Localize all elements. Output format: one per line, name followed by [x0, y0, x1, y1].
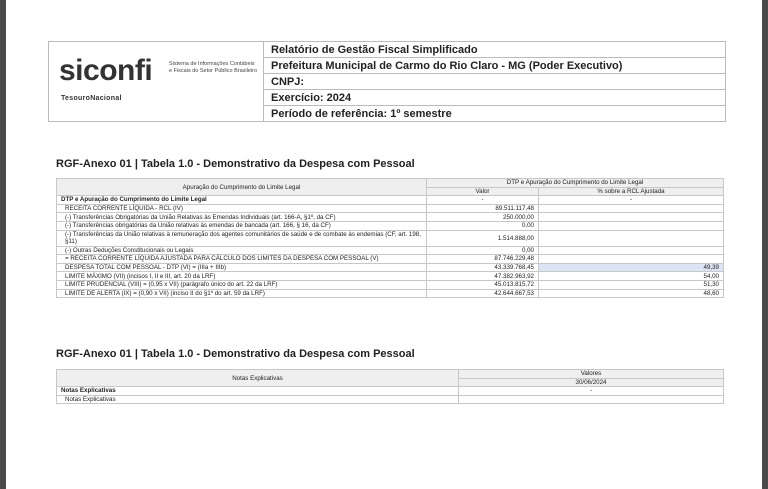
table-row	[57, 263, 724, 272]
table-row	[57, 387, 724, 396]
row-valor: 87.746.229,48	[427, 255, 539, 264]
notes-col-header: Notas Explicativas	[57, 370, 459, 387]
row-pct	[539, 230, 724, 246]
table-row	[57, 230, 724, 246]
logo-wordmark: siconfi	[59, 54, 153, 87]
row-label: (-) Outras Deduções Constitucionais ou Legais	[57, 246, 427, 255]
row-label: RECEITA CORRENTE LÍQUIDA - RCL (IV)	[57, 204, 427, 213]
row-label: (-) Transferências da União relativas à remuneração dos agentes comunitários de saúde e de combate às endemias (CF, art. 198, §11)	[57, 230, 427, 246]
row-label: DESPESA TOTAL COM PESSOAL - DTP (VI) = (IIIa + IIIb)	[57, 263, 427, 272]
row-pct: 54,00	[539, 272, 724, 281]
period-line: Período de referência: 1º semestre	[271, 107, 452, 120]
row-pct	[539, 221, 724, 230]
exercise-line: Exercício: 2024	[264, 90, 725, 106]
report-title: Relatório de Gestão Fiscal Simplificado	[264, 42, 725, 58]
row-valor: -	[459, 387, 724, 396]
row-pct	[539, 255, 724, 264]
row-label: DTP e Apuração do Cumprimento do Limite Legal	[57, 196, 427, 205]
row-valor: 0,00	[427, 246, 539, 255]
row-pct: 49,39	[539, 263, 724, 272]
table-row	[57, 213, 724, 222]
entity-name: Prefeitura Municipal de Carmo do Rio Claro - MG (Poder Executivo)	[264, 58, 725, 74]
row-valor: 250.000,00	[427, 213, 539, 222]
table-row	[57, 255, 724, 264]
cnpj-line: CNPJ:	[264, 74, 725, 90]
row-pct	[539, 246, 724, 255]
col-header-main: Apuração do Cumprimento do Limite Legal	[57, 179, 427, 196]
row-label: Notas Explicativas	[57, 387, 459, 396]
table-row	[57, 221, 724, 230]
row-pct	[539, 204, 724, 213]
row-valor: 45.013.815,72	[427, 280, 539, 289]
row-label: LIMITE DE ALERTA (IX) = (0,90 x VII) (inciso II do §1º do art. 59 da LRF)	[57, 289, 427, 298]
table-row	[57, 289, 724, 298]
row-label: (-) Transferências obrigatórias da União relativas às emendas de bancada (art. 166, § 16, da CF)	[57, 221, 427, 230]
row-valor: 47.382.963,92	[427, 272, 539, 281]
row-label: = RECEITA CORRENTE LÍQUIDA AJUSTADA PARA CÁLCULO DOS LIMITES DA DESPESA COM PESSOAL (V)	[57, 255, 427, 264]
logo-tagline: Sistema de Informações Contábeis e Fiscais do Setor Público Brasileiro	[169, 61, 258, 74]
row-label: (-) Transferências Obrigatórias da União Relativas às Emendas Individuais (art. 166-A, §1º, da CF)	[57, 213, 427, 222]
row-valor: 0,00	[427, 221, 539, 230]
row-label: LIMITE MÁXIMO (VII) (incisos I, II e III, art. 20 da LRF)	[57, 272, 427, 281]
row-pct: 48,60	[539, 289, 724, 298]
row-valor: 43.339.768,45	[427, 263, 539, 272]
report-header	[48, 41, 726, 122]
row-label: Notas Explicativas	[57, 395, 459, 404]
document-page	[6, 0, 762, 489]
row-valor: 89.511.117,48	[427, 204, 539, 213]
table-row	[57, 246, 724, 255]
siconfi-logo	[49, 42, 264, 121]
row-label: LIMITE PRUDENCIAL (VIII) = (0,95 x VII) (parágrafo único do art. 22 da LRF)	[57, 280, 427, 289]
row-valor: 1.514.888,00	[427, 230, 539, 246]
table-row	[57, 280, 724, 289]
values-col-header: Valores	[459, 370, 724, 379]
section-title: RGF-Anexo 01 | Tabela 1.0 - Demonstrativo da Despesa com Pessoal	[56, 158, 415, 170]
section-title: RGF-Anexo 01 | Tabela 1.0 - Demonstrativo da Despesa com Pessoal	[56, 348, 415, 360]
col-header-valor: Valor	[427, 187, 539, 196]
row-valor	[459, 395, 724, 404]
table-row	[57, 272, 724, 281]
col-header-pct: % sobre a RCL Ajustada	[539, 187, 724, 196]
row-pct	[539, 213, 724, 222]
row-pct: 51,30	[539, 280, 724, 289]
row-valor: 42.644.667,53	[427, 289, 539, 298]
notes-table	[56, 369, 724, 404]
row-valor: -	[427, 196, 539, 205]
logo-subtitle: TesouroNacional	[61, 95, 122, 102]
table-row	[57, 204, 724, 213]
table-row	[57, 196, 724, 205]
table-row	[57, 395, 724, 404]
row-pct: -	[539, 196, 724, 205]
expense-table	[56, 178, 724, 298]
col-header-group: DTP e Apuração do Cumprimento do Limite Legal	[427, 179, 724, 188]
date-col-header: 30/06/2024	[459, 378, 724, 387]
